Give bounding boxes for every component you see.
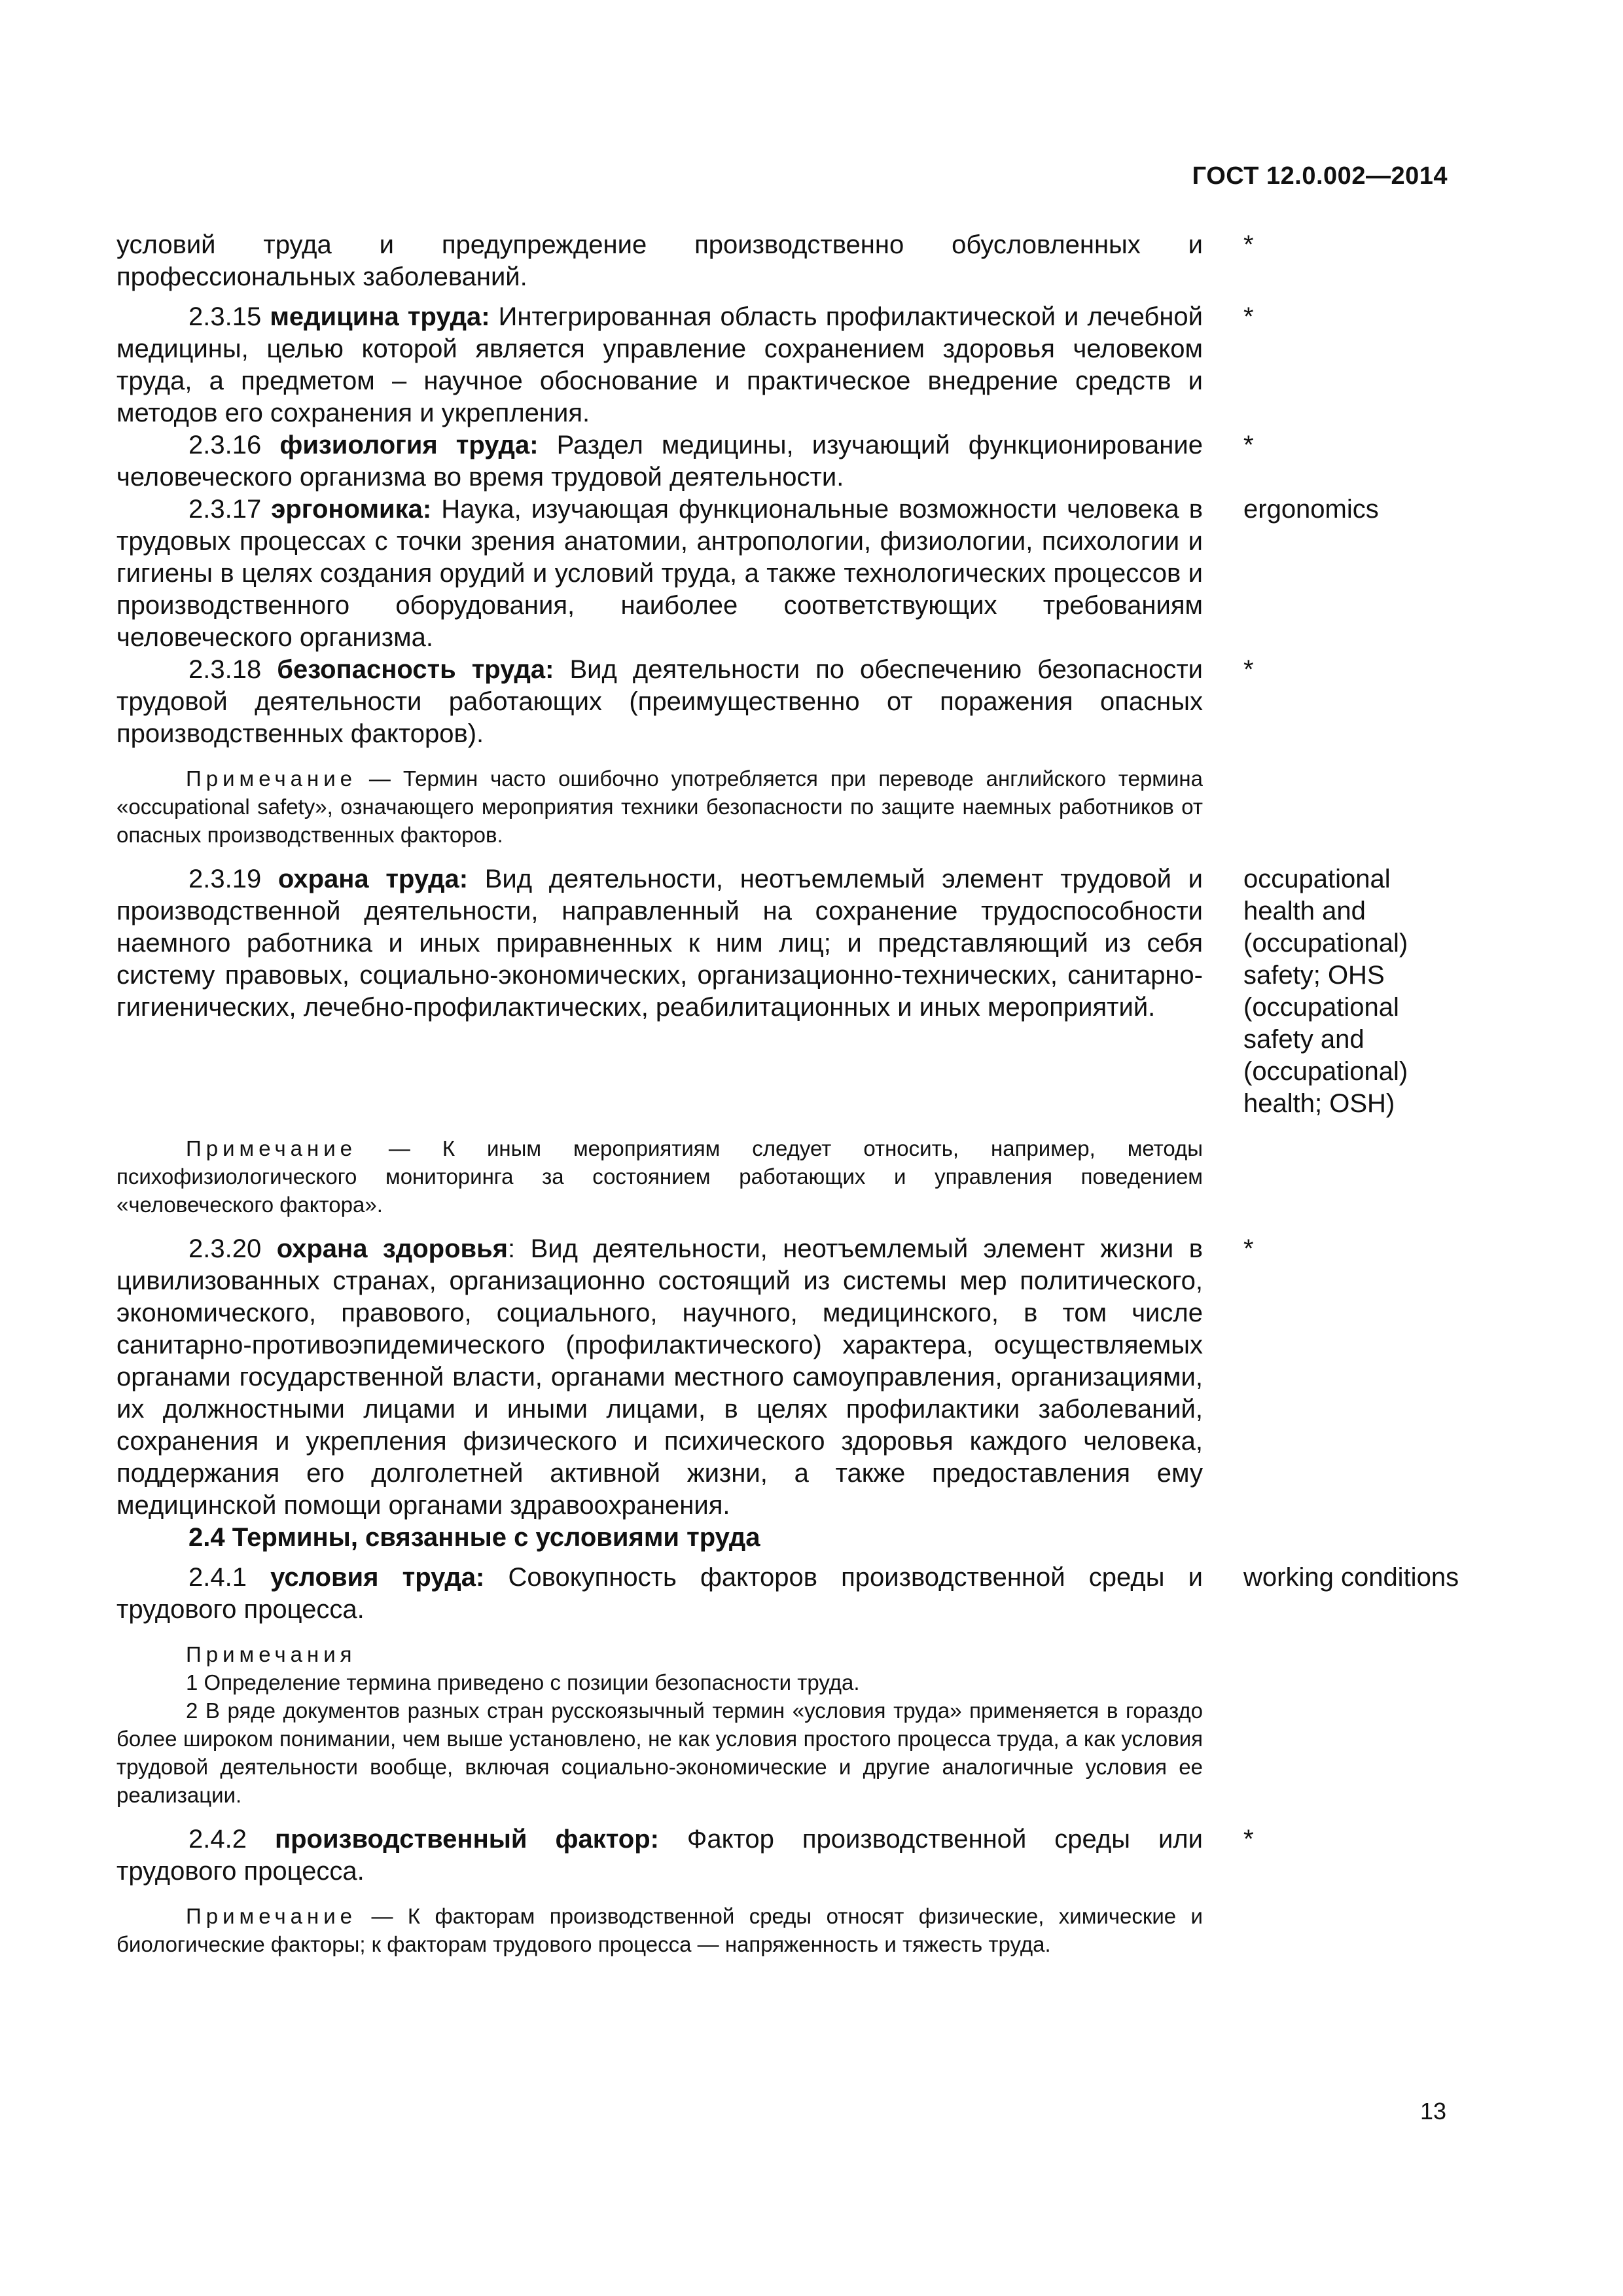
term-entry-2-3-17 xyxy=(116,493,1465,654)
term-entry-2-3-16 xyxy=(116,429,1465,493)
document-body xyxy=(116,229,1465,1973)
page-number: 13 xyxy=(1419,2098,1446,2125)
term-name: безопасность труда: xyxy=(277,655,554,684)
term-number: 2.3.19 xyxy=(188,865,262,893)
term-text xyxy=(116,429,1203,493)
english-equivalent: working conditions xyxy=(1243,1563,1459,1592)
term-entry-continuation xyxy=(116,229,1465,293)
english-equivalent: * xyxy=(1243,230,1254,259)
term-text xyxy=(116,863,1203,1024)
term-number: 2.3.18 xyxy=(188,655,262,684)
term-body: Фактор производственной среды или трудового процесса. xyxy=(116,1825,1203,1886)
term-number: 2.4.2 xyxy=(188,1825,247,1854)
english-equivalent: ergonomics xyxy=(1243,495,1379,524)
term-name: эргономика: xyxy=(271,495,432,524)
term-text xyxy=(116,1823,1203,1888)
term-number: 2.3.20 xyxy=(188,1234,262,1263)
note-2-3-18 xyxy=(116,764,1203,849)
term-name: охрана здоровья xyxy=(276,1234,508,1263)
notes-2-4-1 xyxy=(116,1640,1203,1809)
term-text xyxy=(116,301,1203,429)
note-label: Примечание xyxy=(186,1136,357,1160)
term-number: 2.3.15 xyxy=(188,302,262,331)
section-heading: 2.4 Термины, связанные с условиями труда xyxy=(188,1523,760,1552)
term-text xyxy=(116,229,1203,293)
term-body: Вид деятельности по обеспечению безопасности трудовой деятельности работающих (преимущественно от поражения опасных производственных факторов). xyxy=(116,655,1203,748)
term-entry-2-3-19 xyxy=(116,863,1465,1120)
term-text xyxy=(116,1233,1203,1522)
term-body: Вид деятельности, неотъемлемый элемент трудовой и производственной деятельности, направленный на сохранение трудоспособности наемного работника и иных приравненных к ним лиц; и представляющий из себя систему правовых, социально-экономических, организационно-технических, санитарно-гигиенических, лечебно-профилактических, реабилитационных и иных мероприятий. xyxy=(116,865,1204,1022)
note-item: 2 В ряде документов разных стран русскоязычный термин «условия труда» применяется в гораздо более широком понимании, чем выше установлено, не как условия простого процесса труда, а как условия трудовой деятельности вообще, включая социально-экономические и другие аналогичные условия ее реализации. xyxy=(116,1698,1203,1807)
document-id-header: ГОСТ 12.0.002—2014 xyxy=(1192,162,1448,190)
note-label: Примечание xyxy=(186,1904,357,1928)
note-text: — К иным мероприятиям следует относить, например, методы психофизиологического мониторинга за состоянием работающих и управления поведением «человеческого фактора». xyxy=(116,1136,1203,1217)
note-item: 1 Определение термина приведено с позиции безопасности труда. xyxy=(186,1670,860,1695)
term-text xyxy=(116,654,1203,750)
english-equivalent: * xyxy=(1243,1825,1254,1854)
note-2-4-2 xyxy=(116,1902,1203,1958)
term-entry-2-4-2 xyxy=(116,1823,1465,1888)
term-number: 2.3.17 xyxy=(188,495,262,524)
term-number: 2.3.16 xyxy=(188,431,262,459)
term-body: Интегрированная область профилактической и лечебной медицины, целью которой является управление сохранением здоровья человеком труда, а предметом – научное обоснование и практическое внедрение средств и методов его сохранения и укрепления. xyxy=(116,302,1203,427)
note-label: Примечание xyxy=(186,766,357,791)
english-equivalent: * xyxy=(1243,431,1254,459)
term-name: физиология труда: xyxy=(279,431,539,459)
notes-label: Примечания xyxy=(186,1642,357,1666)
term-entry-2-3-20 xyxy=(116,1233,1465,1522)
term-text xyxy=(116,1562,1203,1626)
term-name: производственный фактор: xyxy=(274,1825,659,1854)
english-equivalent: occupational health and (occupational) safety; OHS (occupational safety and (occupational) health; OSH) xyxy=(1243,865,1408,1118)
term-entry-2-4-1 xyxy=(116,1562,1465,1626)
english-equivalent: * xyxy=(1243,1234,1254,1263)
note-2-3-19 xyxy=(116,1134,1203,1219)
english-equivalent: * xyxy=(1243,302,1254,331)
term-name: медицина труда: xyxy=(270,302,490,331)
term-name: условия труда: xyxy=(270,1563,485,1592)
term-number: 2.4.1 xyxy=(188,1563,247,1592)
term-text xyxy=(116,493,1203,654)
term-name: охрана труда: xyxy=(277,865,469,893)
term-entry-2-3-18 xyxy=(116,654,1465,750)
english-equivalent: * xyxy=(1243,655,1254,684)
term-body: Совокупность факторов производственной среды и трудового процесса. xyxy=(116,1563,1203,1624)
term-body: Раздел медицины, изучающий функционирование человеческого организма во время трудовой деятельности. xyxy=(116,431,1203,492)
note-text: — Термин часто ошибочно употребляется при переводе английского термина «occupational safety», означающего мероприятия техники безопасности по защите наемных работников от опасных производственных факторов. xyxy=(116,766,1203,847)
term-body: условий труда и предупреждение производственно обусловленных и профессиональных заболеваний. xyxy=(116,230,1203,291)
term-body: : Вид деятельности, неотъемлемый элемент жизни в цивилизованных странах, организационно состоящий из системы мер политического, экономического, правового, социального, научного, медицинского, в том числе санитарно-противоэпидемического (профилактического) характера, осуществляемых органами государственной власти, органами местного самоуправления, организациями, их должностными лицами и иными лицами, в целях профилактики заболеваний, сохранения и укрепления физического и психического здоровья каждого человека, поддержания его долголетней активной жизни, а также предоставления ему медицинской помощи органами здравоохранения. xyxy=(116,1234,1203,1520)
term-entry-2-3-15 xyxy=(116,301,1465,429)
term-body: Наука, изучающая функциональные возможности человека в трудовых процессах с точки зрения анатомии, антропологии, физиологии, психологии и гигиены в целях создания орудий и условий труда, а также технологических процессов и производственного оборудования, наиболее соответствующих требованиям человеческого организма. xyxy=(116,495,1203,652)
note-text: — К факторам производственной среды относят физические, химические и биологические факторы; к факторам трудового процесса — напряженность и тяжесть труда. xyxy=(116,1904,1203,1956)
